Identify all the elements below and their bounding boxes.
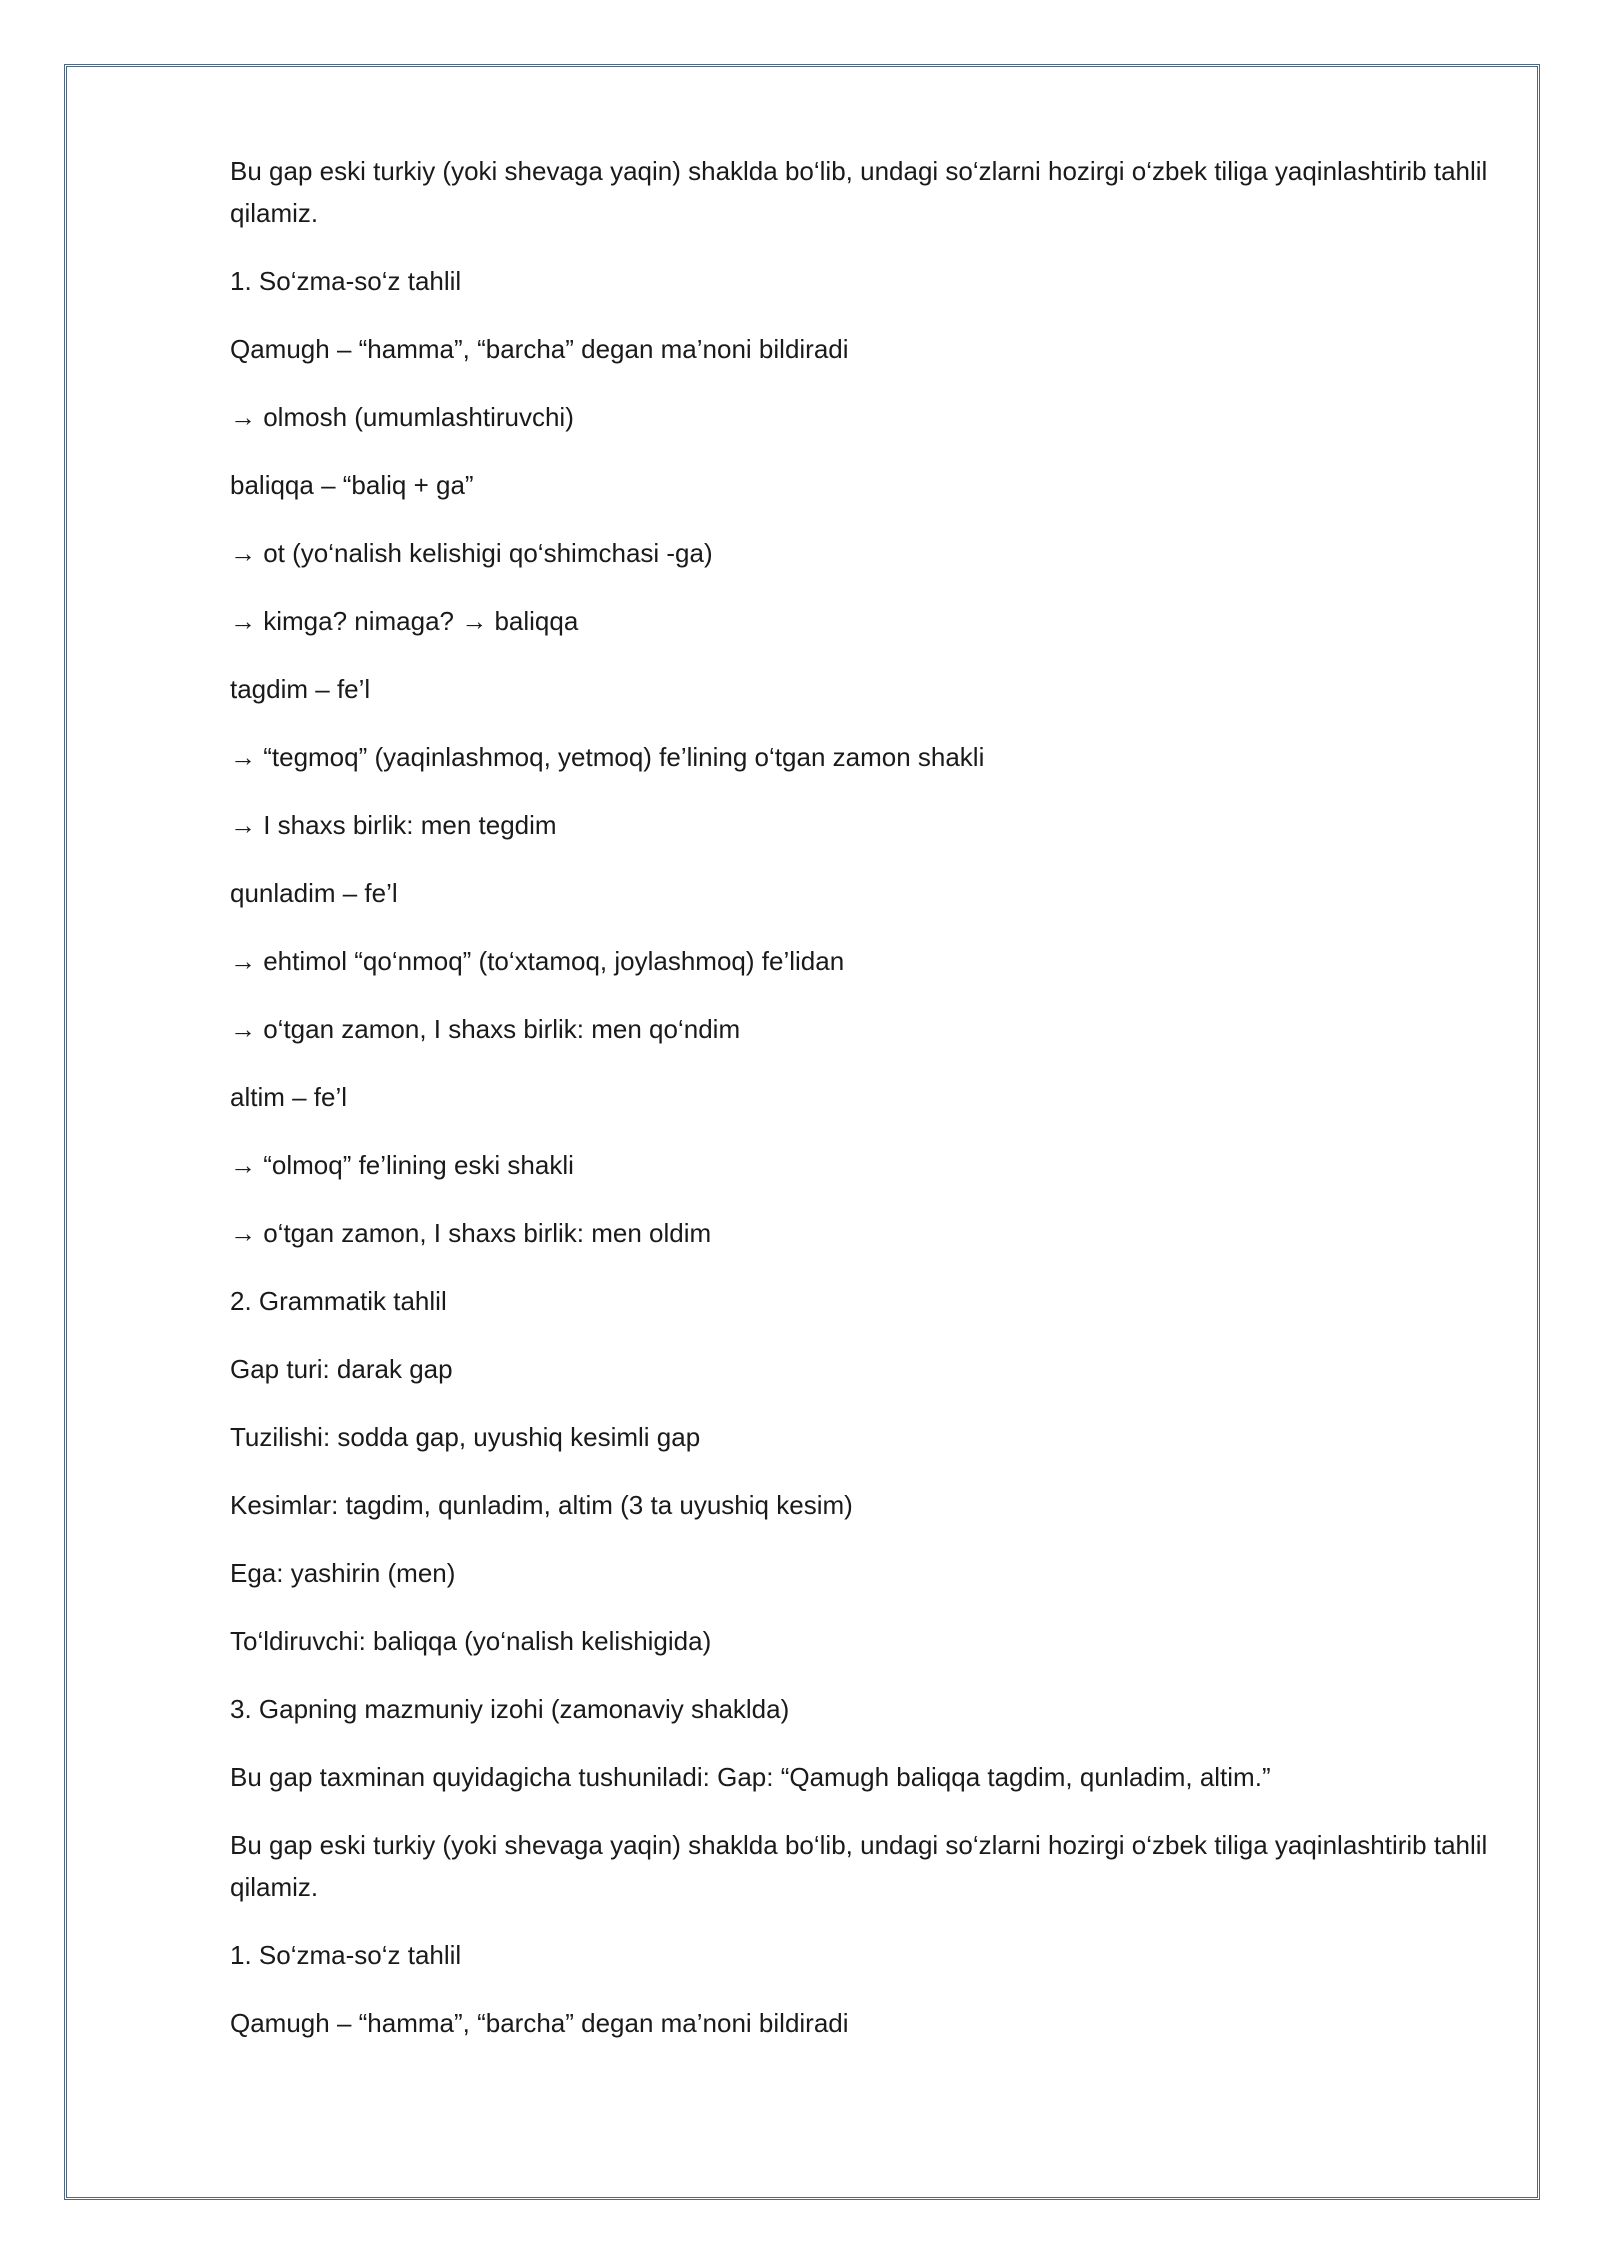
section-heading-3: 3. Gapning mazmuniy izohi (zamonaviy shaklda) [230, 1694, 790, 1724]
paragraph: → ot (yo‘nalish kelishigi qo‘shimchasi -ga) [230, 538, 713, 568]
paragraph: Qamugh – “hamma”, “barcha” degan ma’noni bildiradi [230, 334, 849, 364]
paragraph: → kimga? nimaga? → baliqqa [230, 606, 579, 636]
paragraph: → olmosh (umumlashtiruvchi) [230, 402, 574, 432]
paragraph: → “olmoq” fe’lining eski shakli [230, 1150, 574, 1180]
paragraph: qunladim – fe’l [230, 878, 398, 908]
paragraph: Gap turi: darak gap [230, 1354, 453, 1384]
document-body [230, 150, 1500, 2070]
paragraph: altim – fe’l [230, 1082, 348, 1112]
paragraph: To‘ldiruvchi: baliqqa (yo‘nalish kelishigida) [230, 1626, 712, 1656]
section-heading-1-repeat: 1. So‘zma-so‘z tahlil [230, 1940, 462, 1970]
paragraph: Bu gap taxminan quyidagicha tushuniladi: Gap: “Qamugh baliqqa tagdim, qunladim, altim.” [230, 1762, 1271, 1792]
paragraph: Ega: yashirin (men) [230, 1558, 456, 1588]
paragraph: → I shaxs birlik: men tegdim [230, 810, 557, 840]
paragraph-intro-repeat: Bu gap eski turkiy (yoki shevaga yaqin) shaklda bo‘lib, undagi so‘zlarni hozirgi o‘zbek tiliga yaqinlashtirib tahlil qilamiz. [230, 1830, 1488, 1902]
paragraph: → “tegmoq” (yaqinlashmoq, yetmoq) fe’lining o‘tgan zamon shakli [230, 742, 985, 772]
paragraph-intro: Bu gap eski turkiy (yoki shevaga yaqin) shaklda bo‘lib, undagi so‘zlarni hozirgi o‘zbek tiliga yaqinlashtirib tahlil qilamiz. [230, 156, 1488, 228]
paragraph: → o‘tgan zamon, I shaxs birlik: men qo‘ndim [230, 1014, 741, 1044]
paragraph: Kesimlar: tagdim, qunladim, altim (3 ta uyushiq kesim) [230, 1490, 853, 1520]
paragraph: → ehtimol “qo‘nmoq” (to‘xtamoq, joylashmoq) fe’lidan [230, 946, 845, 976]
paragraph: → o‘tgan zamon, I shaxs birlik: men oldim [230, 1218, 712, 1248]
paragraph: Qamugh – “hamma”, “barcha” degan ma’noni bildiradi [230, 2008, 849, 2038]
paragraph: baliqqa – “baliq + ga” [230, 470, 474, 500]
section-heading-2: 2. Grammatik tahlil [230, 1286, 447, 1316]
paragraph: tagdim – fe’l [230, 674, 371, 704]
section-heading-1: 1. So‘zma-so‘z tahlil [230, 266, 462, 296]
paragraph: Tuzilishi: sodda gap, uyushiq kesimli gap [230, 1422, 701, 1452]
